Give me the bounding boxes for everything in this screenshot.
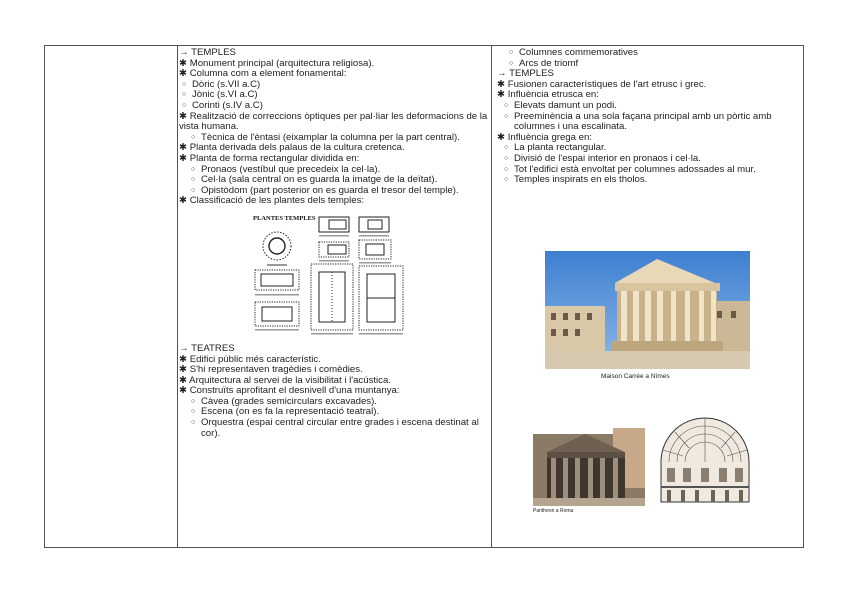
sub-list-item: ○ Divisió de l'espai interior en pronaos i cel·la. <box>501 154 799 165</box>
pantheon-exterior-photo <box>533 426 645 506</box>
list-item: ✱ Arquitectura al servei de la visibilitat i l'acústica. <box>179 374 391 386</box>
temple-plans-figure <box>179 212 489 342</box>
sub-list-item: ○ Opistòdom (part posterior on es guarda el tresor del temple). <box>188 186 489 197</box>
list-item: ✱ Classificació de les plantes dels temples: <box>179 195 365 207</box>
sub-list-item: ○ Tot l'edifici està envoltat per columnes adossades al mur. <box>501 165 799 176</box>
sub-list-item: ○ Orquestra (espai central circular entre grades i escena destinat al cor). <box>188 418 489 439</box>
sub-list-item: ○ Preeminència a una sola façana principal amb un pòrtic amb columnes i una escalinata. <box>501 112 799 133</box>
list-item: ✱ S'hi representaven tragèdies i comèdies. <box>179 364 363 376</box>
temples-heading: → TEMPLES <box>179 47 236 58</box>
right-content-column <box>497 48 799 186</box>
pantheon-section-drawing <box>657 416 753 504</box>
sub-list-item: ○ Temples inspirats en els tholos. <box>501 175 799 186</box>
list-item: ✱ Realització de correccions òptiques per pal·liar les deformacions de la vista humana. <box>179 110 488 133</box>
theatres-heading: → TEATRES <box>179 342 235 354</box>
column-divider-2 <box>491 46 492 547</box>
sub-list-item: ○ Dòric (s.VII a.C) <box>179 80 489 91</box>
plans-title: PLANTES TEMPLES <box>253 214 316 222</box>
sub-list-item: ○ Escena (on es fa la representació teatral). <box>188 407 489 418</box>
list-item: ✱ Planta de forma rectangular dividida en: <box>179 152 360 164</box>
pantheon-caption: Pantheon a Roma <box>533 508 574 514</box>
sub-list-item: ○ Càvea (grades semicirculars excavades). <box>188 397 489 408</box>
sub-list-item: ○ Pronaos (vestíbul que precedeix la cel·la). <box>188 165 489 176</box>
sub-list-item: ○ Cel·la (sala central on es guarda la imatge de la deïtat). <box>188 175 489 186</box>
list-item: ✱ Fusionen característiques de l'art etrusc i grec. <box>497 78 707 90</box>
notes-table <box>44 45 804 548</box>
sub-list-item: ○ Tècnica de l'èntasi (eixamplar la columna per la part central). <box>188 133 489 144</box>
temples-heading: → TEMPLES <box>497 68 554 80</box>
temple-plans-drawing <box>249 212 419 340</box>
list-item: ✱ Influència etrusca en: <box>497 89 599 101</box>
sub-list-item: ○ Jònic (s.VI a.C) <box>179 90 489 101</box>
list-item: ✱ Influència grega en: <box>497 131 592 143</box>
list-item: ✱ Construïts aprofitant el desnivell d'una muntanya: <box>179 385 400 397</box>
column-divider-1 <box>177 46 178 547</box>
maison-carree-caption: Maison Carrée a Nîmes <box>601 373 670 380</box>
list-item: ✱ Planta derivada dels palaus de la cultura cretenca. <box>179 142 405 154</box>
sub-list-item: ○ Arcs de triomf <box>506 59 799 70</box>
list-item: ✱ Monument principal (arquitectura religiosa). <box>179 57 375 69</box>
sub-list-item: ○ Columnes commemoratives <box>506 48 799 59</box>
sub-list-item: ○ La planta rectangular. <box>501 143 799 154</box>
sub-list-item: ○ Corinti (s.IV a.C) <box>179 101 489 112</box>
list-item: ✱ Columna com a element fonamental: <box>179 68 347 80</box>
sub-list-item: ○ Elevats damunt un podi. <box>501 101 799 112</box>
maison-carree-photo <box>545 251 750 369</box>
left-content-column <box>179 48 489 439</box>
list-item: ✱ Edifici públic més característic. <box>179 353 321 365</box>
